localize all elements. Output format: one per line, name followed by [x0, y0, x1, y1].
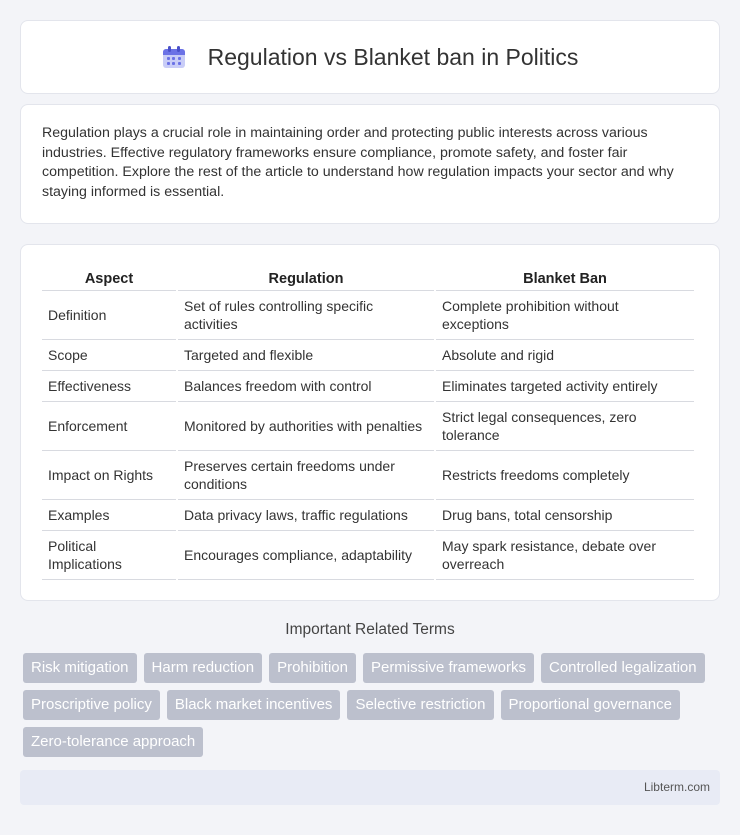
- regulation-cell: Encourages compliance, adaptability: [178, 531, 434, 580]
- aspect-cell: Impact on Rights: [42, 451, 176, 500]
- blanket-ban-cell: Drug bans, total censorship: [436, 500, 694, 531]
- aspect-cell: Scope: [42, 340, 176, 371]
- title-card: [20, 20, 720, 94]
- related-term-tag[interactable]: Proportional governance: [501, 690, 680, 720]
- comparison-card: [20, 244, 720, 601]
- table-row: [42, 340, 694, 371]
- blanket-ban-cell: Restricts freedoms completely: [436, 451, 694, 500]
- blanket-ban-cell: Strict legal consequences, zero tolerance: [436, 402, 694, 451]
- regulation-cell: Monitored by authorities with penalties: [178, 402, 434, 451]
- blanket-ban-cell: May spark resistance, debate over overreach: [436, 531, 694, 580]
- aspect-cell: Definition: [42, 291, 176, 340]
- related-term-tag[interactable]: Selective restriction: [347, 690, 493, 720]
- related-term-tag[interactable]: Proscriptive policy: [23, 690, 160, 720]
- regulation-cell: Data privacy laws, traffic regulations: [178, 500, 434, 531]
- comparison-table: [40, 265, 696, 580]
- intro-card: [20, 104, 720, 224]
- calendar-icon: [162, 45, 186, 69]
- blanket-ban-cell: Eliminates targeted activity entirely: [436, 371, 694, 402]
- table-row: [42, 531, 694, 580]
- aspect-cell: Examples: [42, 500, 176, 531]
- related-term-tag[interactable]: Permissive frameworks: [363, 653, 534, 683]
- header-aspect: Aspect: [42, 265, 176, 291]
- header-regulation: Regulation: [178, 265, 434, 291]
- intro-text: Regulation plays a crucial role in maintaining order and protecting public interests across various industries. Effective regulatory frameworks ensure compliance, promote safety, and foster fair competition. Explore the rest of the article to understand how regulation impacts your sector and why staying informed is essential.: [42, 125, 674, 200]
- related-term-tag[interactable]: Risk mitigation: [23, 653, 137, 683]
- related-term-tag[interactable]: Prohibition: [269, 653, 356, 683]
- table-row: [42, 500, 694, 531]
- table-row: [42, 451, 694, 500]
- aspect-cell: Effectiveness: [42, 371, 176, 402]
- table-header-row: [42, 265, 694, 291]
- regulation-cell: Targeted and flexible: [178, 340, 434, 371]
- aspect-cell: Enforcement: [42, 402, 176, 451]
- related-terms-list: [23, 653, 723, 764]
- header-blanket-ban: Blanket Ban: [436, 265, 694, 291]
- blanket-ban-cell: Absolute and rigid: [436, 340, 694, 371]
- table-row: [42, 371, 694, 402]
- table-row: [42, 402, 694, 451]
- page-title: Regulation vs Blanket ban in Politics: [207, 43, 579, 70]
- footer: [20, 770, 720, 805]
- blanket-ban-cell: Complete prohibition without exceptions: [436, 291, 694, 340]
- regulation-cell: Preserves certain freedoms under conditions: [178, 451, 434, 500]
- regulation-cell: Balances freedom with control: [178, 371, 434, 402]
- related-term-tag[interactable]: Black market incentives: [167, 690, 341, 720]
- related-term-tag[interactable]: Zero-tolerance approach: [23, 727, 203, 757]
- related-term-tag[interactable]: Harm reduction: [144, 653, 263, 683]
- related-term-tag[interactable]: Controlled legalization: [541, 653, 705, 683]
- regulation-cell: Set of rules controlling specific activities: [178, 291, 434, 340]
- footer-site-link[interactable]: Libterm.com: [643, 780, 710, 794]
- aspect-cell: Political Implications: [42, 531, 176, 580]
- table-row: [42, 291, 694, 340]
- related-terms-heading: Important Related Terms: [285, 621, 455, 638]
